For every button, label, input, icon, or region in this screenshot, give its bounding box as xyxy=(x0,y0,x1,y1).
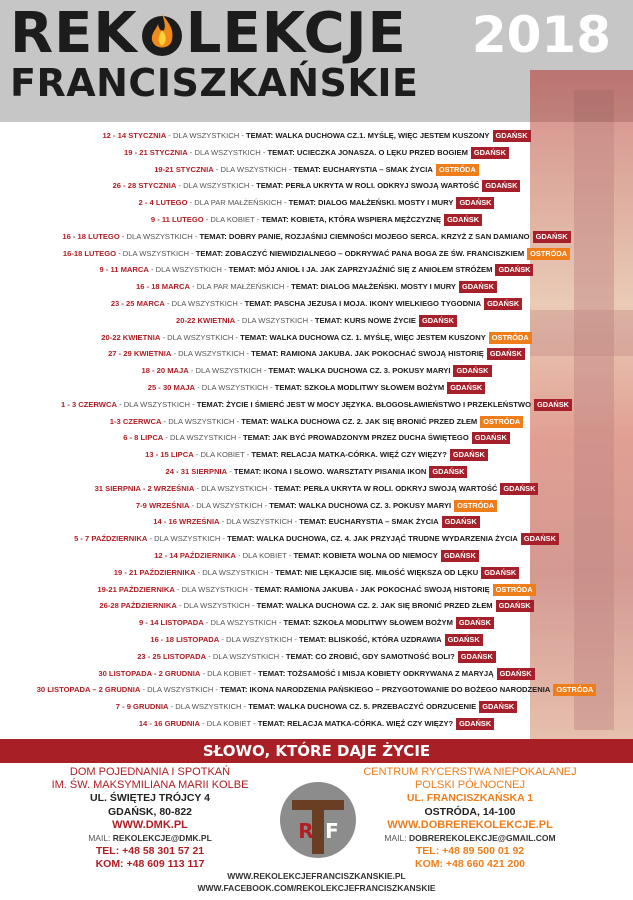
location-badge: GDAŃSK xyxy=(459,281,497,293)
schedule-row xyxy=(0,615,633,632)
event-topic: TEMAT: WALKA DUCHOWA CZ. 3. POKUSY MARYI xyxy=(268,366,451,376)
event-date: 19 - 21 PAŹDZIERNIKA xyxy=(113,567,196,577)
separator: - xyxy=(262,500,270,510)
schedule-row xyxy=(0,716,633,733)
event-audience: DLA PAR MAŁŻEŃSKICH xyxy=(194,198,282,208)
schedule-row xyxy=(0,464,633,481)
separator: - xyxy=(234,416,242,426)
separator: - xyxy=(176,601,184,611)
org-name-line1: DOM POJEDNANIA I SPOTKAŃ xyxy=(69,766,231,778)
separator: - xyxy=(213,685,221,695)
website-link[interactable]: WWW.DOBREREKOLEKCJE.PL xyxy=(387,818,553,831)
separator: - xyxy=(168,702,176,712)
event-topic: TEMAT: IKONA I SŁOWO. WARSZTATY PISANIA IKON xyxy=(233,466,427,476)
event-audience: DLA KOBIET xyxy=(210,214,255,224)
location-badge: GDAŃSK xyxy=(453,365,491,377)
event-audience: DLA WSZYSTKICH xyxy=(181,584,248,594)
event-topic: TEMAT: CO ZROBIĆ, GDY SAMOTNOŚĆ BOLI? xyxy=(285,651,455,661)
separator: - xyxy=(286,550,294,560)
separator: - xyxy=(261,366,269,376)
logo-letter-f: F xyxy=(325,819,339,843)
separator: - xyxy=(235,550,243,560)
event-audience: DLA WSZYSTKICH xyxy=(210,618,277,628)
event-audience: DLA WSZYSTKICH xyxy=(147,685,214,695)
schedule-row xyxy=(0,565,633,582)
street: UL. FRANCISZKAŃSKA 1 xyxy=(406,792,534,805)
website-main-link[interactable]: WWW.REKOLEKCJEFRANCISZKANSKIE.PL xyxy=(227,871,406,881)
separator: - xyxy=(116,248,123,258)
event-topic: TEMAT: PASCHA JEZUSA I MOJA. IKONY WIELKIEGO TYGODNIA xyxy=(244,298,482,308)
location-badge: GDAŃSK xyxy=(429,466,467,478)
event-date: 9 - 14 LISTOPADA xyxy=(139,618,204,628)
event-topic: TEMAT: UCIECZKA JONASZA. O LĘKU PRZED BOGIEM xyxy=(267,147,468,157)
location-badge: OSTRÓDA xyxy=(454,500,497,512)
event-topic: TEMAT: WALKA DUCHOWA CZ. 3. POKUSY MARYI xyxy=(269,500,452,510)
location-badge: GDAŃSK xyxy=(447,382,485,394)
event-audience: DLA WSZYSTKICH xyxy=(196,500,263,510)
event-topic: TEMAT: WALKA DUCHOWA, CZ. 4. JAK PRZYJĄĆ TRUDNE WYDARZENIA ŻYCIA xyxy=(227,534,518,544)
schedule-row xyxy=(0,666,633,683)
event-topic: TEMAT: RAMIONA JAKUBA - JAK POKOCHAĆ SWOJĄ HISTORIĘ xyxy=(254,584,490,594)
kom: KOM: +48 609 113 117 xyxy=(95,858,205,871)
event-date: 12 - 14 PAŹDZIERNIKA xyxy=(154,550,236,560)
separator: - xyxy=(176,181,184,191)
separator: - xyxy=(203,618,211,628)
event-date: 23 - 25 LISTOPADA xyxy=(137,651,207,661)
event-audience: DLA WSZYSTKICH xyxy=(226,517,293,527)
event-date: 25 - 30 MAJA xyxy=(147,382,196,392)
separator: - xyxy=(189,500,197,510)
event-date: 30 LISTOPADA – 2 GRUDNIA xyxy=(36,685,141,695)
schedule-row xyxy=(0,346,633,363)
separator: - xyxy=(308,315,315,325)
event-audience: DLA PAR MAŁŻEŃSKICH xyxy=(196,282,285,292)
email-link[interactable]: REKOLEKCJE@DMK.PL xyxy=(112,833,212,844)
schedule-row xyxy=(0,481,633,498)
org-name-line2: IM. ŚW. MAKSYMILIANA MARII KOLBE xyxy=(51,779,249,792)
event-date: 14 - 16 WRZEŚNIA xyxy=(153,517,220,527)
location-badge: GDAŃSK xyxy=(495,264,533,276)
event-topic: TEMAT: DIALOG MAŁŻEŃSKI. MOSTY I MURY xyxy=(288,198,454,208)
separator: - xyxy=(244,450,252,460)
schedule-row xyxy=(0,380,633,397)
location-badge: OSTRÓDA xyxy=(489,332,532,344)
city: OSTRÓDA, 14-100 xyxy=(424,805,516,818)
event-date: 19 - 21 STYCZNIA xyxy=(124,147,188,157)
separator: - xyxy=(174,584,182,594)
event-date: 16 - 18 LUTEGO xyxy=(62,231,120,241)
org-name-line2: POLSKI PÓŁNOCNEJ xyxy=(414,779,526,792)
separator: - xyxy=(221,265,229,275)
event-date: 1 - 3 CZERWCA xyxy=(60,399,117,409)
separator: - xyxy=(166,131,173,140)
mail-label: MAIL: xyxy=(88,833,111,844)
event-audience: DLA WSZYSTKICH xyxy=(178,349,245,359)
event-topic: TEMAT: SZKOŁA MODLITWY SŁOWEM BOŻYM xyxy=(274,382,445,392)
schedule-row xyxy=(0,145,633,162)
separator: - xyxy=(249,601,257,611)
title-part1: REK xyxy=(10,1,138,66)
separator: - xyxy=(194,483,202,493)
schedule-row xyxy=(0,414,633,431)
event-audience: DLA WSZYSTKICH xyxy=(195,366,262,376)
separator: - xyxy=(281,198,289,208)
event-date: 26-28 PAŹDZIERNIKA xyxy=(99,601,177,611)
location-badge: GDAŃSK xyxy=(450,449,488,461)
event-date: 7 - 9 GRUDNIA xyxy=(115,702,169,712)
separator: - xyxy=(140,685,148,695)
event-topic: TEMAT: KOBIETA, KTÓRA WSPIERA MĘŻCZYZNĘ xyxy=(261,214,442,224)
event-topic: TEMAT: WALKA DUCHOWA CZ. 1. MYŚLĘ, WIĘC JESTEM KUSZONY xyxy=(240,332,486,342)
location-badge: OSTRÓDA xyxy=(527,248,570,260)
schedule-row xyxy=(0,699,633,716)
logo-letter-r: R xyxy=(298,819,314,843)
separator: - xyxy=(190,282,197,292)
location-badge: GDAŃSK xyxy=(444,214,482,226)
separator: - xyxy=(250,718,258,728)
event-date: 19-21 STYCZNIA xyxy=(154,164,214,174)
schedule-row xyxy=(0,363,633,380)
location-badge: GDAŃSK xyxy=(456,197,494,209)
event-audience: DLA WSZYSTKICH xyxy=(220,164,287,174)
location-badge: GDAŃSK xyxy=(456,718,494,730)
event-audience: DLA WSZYSTKICH xyxy=(123,399,190,409)
location-badge: GDAŃSK xyxy=(442,516,480,528)
separator: - xyxy=(254,214,262,224)
separator: - xyxy=(268,567,276,577)
website-link[interactable]: WWW.DMK.PL xyxy=(112,818,188,831)
separator: - xyxy=(187,147,195,157)
event-date: 30 LISTOPADA - 2 GRUDNIA xyxy=(98,668,201,678)
schedule-row xyxy=(0,246,633,263)
location-badge: GDAŃSK xyxy=(500,483,538,495)
event-topic: TEMAT: TOŻSAMOŚĆ I MISJA KOBIETY ODKRYWANA Z MARYJĄ xyxy=(258,668,494,678)
event-audience: DLA WSZYSTKICH xyxy=(201,483,268,493)
location-badge: GDAŃSK xyxy=(456,617,494,629)
separator: - xyxy=(195,567,203,577)
schedule-row xyxy=(0,162,633,179)
org-name-line1: CENTRUM RYCERSTWA NIEPOKALANEJ xyxy=(363,766,577,778)
event-topic: TEMAT: WALKA DUCHOWA CZ.1. MYŚLĘ, WIĘC JESTEM KUSZONY xyxy=(245,131,490,140)
event-topic: TEMAT: DIALOG MAŁŻEŃSKI. MOSTY I MURY xyxy=(291,282,456,292)
separator: - xyxy=(195,382,202,392)
event-topic: TEMAT: RELACJA MATKA-CÓRKA. WIĘŹ CZY WIĘZY? xyxy=(251,450,447,460)
event-topic: TEMAT: PERŁA UKRYTA W ROLI. ODKRYJ SWOJĄ WARTOŚĆ xyxy=(256,181,480,191)
separator: - xyxy=(189,399,197,409)
separator: - xyxy=(233,332,241,342)
event-audience: DLA WSZYSTKICH xyxy=(226,634,293,644)
separator: - xyxy=(160,332,168,342)
separator: - xyxy=(163,433,171,443)
separator: - xyxy=(244,349,252,359)
separator: - xyxy=(116,399,124,409)
street: UL. ŚWIĘTEJ TRÓJCY 4 xyxy=(90,792,210,805)
event-topic: TEMAT: WALKA DUCHOWA CZ. 2. JAK SIĘ BRONIĆ PRZED ZŁEM xyxy=(256,601,493,611)
schedule-row xyxy=(0,178,633,195)
schedule-row xyxy=(0,548,633,565)
schedule-row xyxy=(0,447,633,464)
event-date: 18 - 20 MAJA xyxy=(141,366,189,376)
event-audience: DLA WSZYSTKICH xyxy=(170,433,237,443)
email-line xyxy=(335,832,605,845)
separator: - xyxy=(227,466,234,476)
event-audience: DLA WSZYSTKICH xyxy=(194,147,261,157)
flame-icon xyxy=(140,8,184,60)
event-date: 9 - 11 LUTEGO xyxy=(150,214,204,224)
event-topic: TEMAT: EUCHARYSTIA – SMAK ŻYCIA xyxy=(293,164,433,174)
event-date: 5 - 7 PAŹDZIERNIKA xyxy=(74,534,148,544)
separator: - xyxy=(268,382,275,392)
separator: - xyxy=(235,315,242,325)
event-date: 16 - 18 LISTOPADA xyxy=(150,634,220,644)
schedule-row xyxy=(0,632,633,649)
location-badge: OSTRÓDA xyxy=(480,416,523,428)
event-date: 16-18 LUTEGO xyxy=(62,248,117,258)
location-badge: GDAŃSK xyxy=(441,550,479,562)
tel: TEL: +48 89 500 01 92 xyxy=(415,845,525,858)
separator: - xyxy=(188,366,196,376)
location-badge: GDAŃSK xyxy=(445,634,483,646)
separator: - xyxy=(187,198,195,208)
event-date: 23 - 25 MARCA xyxy=(110,298,165,308)
event-audience: DLA WSZYSTKICH xyxy=(126,231,193,241)
event-date: 27 - 29 KWIETNIA xyxy=(108,349,172,359)
event-audience: DLA WSZYSTKICH xyxy=(172,131,240,140)
separator: - xyxy=(286,164,294,174)
event-topic: TEMAT: WALKA DUCHOWA CZ. 2. JAK SIĘ BRONIĆ PRZED ZŁEM xyxy=(241,416,478,426)
location-badge: GDAŃSK xyxy=(481,567,519,579)
event-audience: DLA WSZYSTKICH xyxy=(168,416,235,426)
year: 2018 xyxy=(471,6,611,64)
separator: - xyxy=(193,450,201,460)
event-date: 9 - 11 MARCA xyxy=(99,265,149,275)
event-date: 7-9 WRZEŚNIA xyxy=(135,500,190,510)
event-audience: DLA WSZYSTKICH xyxy=(155,265,222,275)
schedule-row xyxy=(0,514,633,531)
separator: - xyxy=(206,651,213,661)
event-topic: TEMAT: BLISKOŚĆ, KTÓRA UZDRAWIA xyxy=(299,634,442,644)
contact-gdansk xyxy=(15,766,285,872)
separator: - xyxy=(147,534,155,544)
location-badge: GDAŃSK xyxy=(471,147,509,159)
separator: - xyxy=(200,718,207,728)
event-topic: TEMAT: WALKA DUCHOWA CZ. 5. PRZEBACZYĆ ODRZUCENIE xyxy=(248,702,477,712)
event-topic: TEMAT: MÓJ ANIOŁ I JA. JAK ZAPRZYJAŹNIĆ SIĘ Z ANIOŁEM STRÓŻEM xyxy=(228,265,493,275)
event-date: 24 - 31 SIERPNIA xyxy=(165,466,228,476)
schedule-row xyxy=(0,128,633,145)
event-date: 31 SIERPNIA - 2 WRZEŚNIA xyxy=(94,483,195,493)
location-badge: GDAŃSK xyxy=(482,180,520,192)
event-date: 26 - 28 STYCZNIA xyxy=(112,181,177,191)
event-topic: TEMAT: ZOBACZYĆ NIEWIDZIALNEGO – ODKRYWAĆ PANA BOGA ZE ŚW. FRANCISZKIEM xyxy=(195,248,525,258)
event-audience: DLA WSZYSTKICH xyxy=(201,382,269,392)
subtitle: FRANCISZKAŃSKIE xyxy=(10,61,419,105)
event-date: 6 - 8 LIPCA xyxy=(123,433,164,443)
separator: - xyxy=(213,164,221,174)
separator: - xyxy=(219,517,227,527)
event-date: 20-22 KWIETNIA xyxy=(101,332,161,342)
event-topic: TEMAT: RAMIONA JAKUBA. JAK POKOCHAĆ SWOJĄ HISTORIĘ xyxy=(251,349,484,359)
separator: - xyxy=(171,349,179,359)
event-topic: TEMAT: ŻYCIE I ŚMIERĆ JEST W MOCY JĘZYKA. BŁOGOSŁAWIEŃSTWO I PRZEKLEŃSTWO xyxy=(196,399,531,409)
location-badge: GDAŃSK xyxy=(533,231,571,243)
event-topic: TEMAT: KURS NOWE ŻYCIE xyxy=(314,315,416,325)
schedule-row xyxy=(0,212,633,229)
city: GDAŃSK, 80-822 xyxy=(107,805,193,818)
event-topic: TEMAT: DOBRY PANIE, ROZJAŚNIJ CIEMNOŚCI MOJEGO SERCA. KRZYŻ Z SAN DAMIANO xyxy=(199,231,530,241)
mail-label: MAIL: xyxy=(384,833,407,844)
separator: - xyxy=(292,517,300,527)
event-audience: DLA WSZYSTKICH xyxy=(183,601,250,611)
separator: - xyxy=(260,147,268,157)
event-audience: DLA WSZYSTKICH xyxy=(171,298,238,308)
event-audience: DLA WSZYSTKICH xyxy=(167,332,234,342)
kom: KOM: +48 660 421 200 xyxy=(414,858,526,871)
location-badge: OSTRÓDA xyxy=(553,684,596,696)
schedule-row xyxy=(0,313,633,330)
separator: - xyxy=(164,298,172,308)
separator: - xyxy=(279,651,286,661)
schedule-list xyxy=(0,128,633,732)
event-topic: TEMAT: KOBIETA WOLNA OD NIEMOCY xyxy=(293,550,438,560)
location-badge: GDAŃSK xyxy=(472,432,510,444)
separator: - xyxy=(189,248,196,258)
event-audience: DLA KOBIET xyxy=(200,450,245,460)
contact-ostroda xyxy=(335,766,605,872)
event-date: 13 - 15 LIPCA xyxy=(145,450,194,460)
schedule-row xyxy=(0,430,633,447)
event-audience: DLA WSZYSTKICH xyxy=(212,651,280,661)
email-link[interactable]: DOBREREKOLEKCJE@GMAIL.COM xyxy=(408,833,556,844)
schedule-row xyxy=(0,279,633,296)
location-badge: GDAŃSK xyxy=(458,651,496,663)
separator: - xyxy=(284,282,292,292)
main-title xyxy=(10,2,407,66)
separator: - xyxy=(220,534,228,544)
separator: - xyxy=(236,433,244,443)
separator: - xyxy=(251,668,259,678)
event-topic: TEMAT: EUCHARYSTIA – SMAK ŻYCIA xyxy=(299,517,439,527)
location-badge: OSTRÓDA xyxy=(436,164,479,176)
event-topic: TEMAT: IKONA NARODZENIA PAŃSKIEGO – PRZYGOTOWANIE DO BOŻEGO NARODZENIA xyxy=(220,685,551,695)
separator: - xyxy=(148,265,156,275)
location-badge: GDAŃSK xyxy=(484,298,522,310)
event-date: 20-22 KWIETNIA xyxy=(176,315,236,325)
location-badge: GDAŃSK xyxy=(487,348,525,360)
schedule-row xyxy=(0,582,633,599)
separator: - xyxy=(237,298,245,308)
event-audience: DLA KOBIET xyxy=(207,668,252,678)
location-badge: OSTRÓDA xyxy=(493,584,536,596)
event-date: 16 - 18 MARCA xyxy=(136,282,191,292)
separator: - xyxy=(276,618,284,628)
event-audience: DLA WSZYSTKICH xyxy=(122,248,190,258)
location-badge: GDAŃSK xyxy=(497,668,535,680)
separator: - xyxy=(267,483,275,493)
event-date: 14 - 16 GRUDNIA xyxy=(138,718,201,728)
separator: - xyxy=(161,416,169,426)
schedule-row xyxy=(0,296,633,313)
location-badge: GDAŃSK xyxy=(479,701,517,713)
event-audience: DLA WSZYSTKICH xyxy=(202,567,269,577)
separator: - xyxy=(219,634,227,644)
location-badge: GDAŃSK xyxy=(521,533,559,545)
schedule-row xyxy=(0,397,633,414)
event-audience: DLA WSZYSTKICH xyxy=(241,315,309,325)
separator: - xyxy=(192,231,200,241)
event-topic: TEMAT: JAK BYĆ PROWADZONYM PRZEZ DUCHA ŚWIĘTEGO xyxy=(243,433,469,443)
schedule-row xyxy=(0,598,633,615)
slogan-banner: SŁOWO, KTÓRE DAJE ŻYCIE xyxy=(0,739,633,763)
schedule-row xyxy=(0,262,633,279)
location-badge: GDAŃSK xyxy=(493,130,531,142)
event-audience: DLA WSZYSTKICH xyxy=(183,181,250,191)
schedule-row xyxy=(0,682,633,699)
separator: - xyxy=(239,131,246,140)
location-badge: GDAŃSK xyxy=(534,399,572,411)
location-badge: GDAŃSK xyxy=(419,315,457,327)
event-topic: TEMAT: PERŁA UKRYTA W ROLI. ODKRYJ SWOJĄ WARTOŚĆ xyxy=(274,483,498,493)
schedule-row xyxy=(0,649,633,666)
separator: - xyxy=(119,231,127,241)
event-audience: DLA KOBIET xyxy=(242,550,287,560)
separator: - xyxy=(249,181,257,191)
event-topic: TEMAT: NIE LĘKAJCIE SIĘ. MIŁOŚĆ WIĘKSZA OD LĘKU xyxy=(275,567,479,577)
footer-links xyxy=(0,870,633,894)
event-audience: DLA WSZYSTKICH xyxy=(154,534,221,544)
schedule-row xyxy=(0,498,633,515)
schedule-row xyxy=(0,229,633,246)
schedule-row xyxy=(0,531,633,548)
event-date: 2 - 4 LUTEGO xyxy=(138,198,188,208)
separator: - xyxy=(241,702,249,712)
event-date: 19-21 PAŹDZIERNIKA xyxy=(97,584,175,594)
email-line xyxy=(15,832,285,845)
location-badge: GDAŃSK xyxy=(496,600,534,612)
facebook-link[interactable]: WWW.FACEBOOK.COM/REKOLEKCJEFRANCISZKANSKIE xyxy=(197,883,436,893)
tel: TEL: +48 58 301 57 21 xyxy=(95,845,205,858)
event-date: 12 - 14 STYCZNIA xyxy=(102,131,167,140)
schedule-row xyxy=(0,195,633,212)
separator: - xyxy=(292,634,300,644)
event-date: 1-3 CZERWCA xyxy=(109,416,162,426)
event-audience: DLA WSZYSTKICH xyxy=(175,702,242,712)
title-part2: LEKCJE xyxy=(185,1,407,66)
separator: - xyxy=(247,584,255,594)
schedule-row xyxy=(0,330,633,347)
event-topic: TEMAT: SZKOŁA MODLITWY SŁOWEM BOŻYM xyxy=(283,618,453,628)
separator: - xyxy=(203,214,211,224)
event-topic: TEMAT: RELACJA MATKA-CÓRKA. WIĘŹ CZY WIĘZY? xyxy=(257,718,454,728)
event-audience: DLA KOBIET xyxy=(206,718,251,728)
separator: - xyxy=(200,668,208,678)
